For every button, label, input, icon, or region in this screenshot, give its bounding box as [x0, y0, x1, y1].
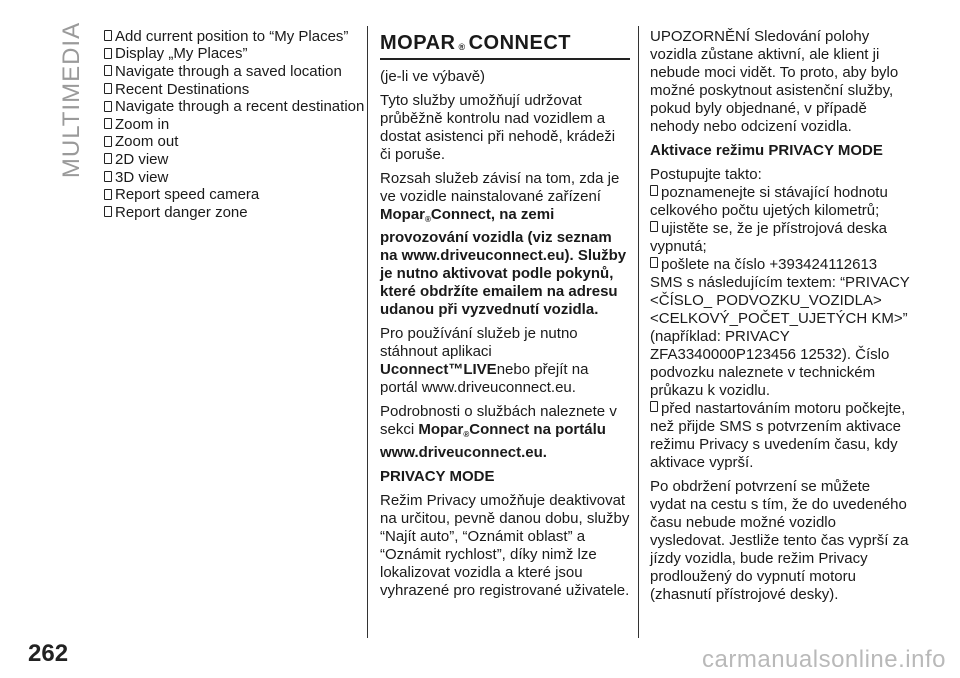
list-item: poznamenejte si stávající hodnotu celkového počtu ujetých kilometrů;	[650, 184, 888, 219]
section-heading: Aktivace režimu PRIVACY MODE	[650, 142, 883, 159]
checkbox-icon	[104, 83, 112, 94]
watermark: carmanualsonline.info	[702, 646, 946, 673]
checkbox-icon	[104, 206, 112, 217]
paragraph: (je-li ve výbavě)	[380, 68, 486, 85]
checkbox-icon	[650, 401, 658, 412]
list-item: Add current position to “My Places”	[104, 28, 354, 46]
checkbox-icon	[650, 185, 658, 196]
list-item: Zoom out	[104, 134, 354, 152]
column-divider-left	[367, 26, 368, 638]
column-menu-list	[104, 27, 365, 222]
checkbox-icon	[104, 189, 112, 200]
registered-mark: ®	[458, 42, 466, 52]
list-item: Recent Destinations	[104, 81, 354, 99]
section-title-text: MULTIMEDIA	[58, 21, 86, 179]
section-heading: PRIVACY MODE	[380, 468, 495, 485]
menu-list	[104, 27, 365, 222]
paragraph: Tyto služby umožňují udržovat průběžně kontrolu nad vozidlem a dostat asistenci při nehodě, krádeži či poruše.	[380, 92, 616, 163]
list-item: Navigate through a saved location	[104, 63, 354, 81]
column-privacy-activation	[650, 28, 910, 610]
list-item: 2D view	[104, 151, 354, 169]
list-item: 3D view	[104, 169, 354, 187]
column-mopar-connect	[380, 28, 630, 606]
list-item: Zoom in	[104, 116, 354, 134]
brand-heading: MOPAR ® CONNECT	[380, 28, 630, 60]
paragraph: Postupujte takto:	[650, 166, 762, 183]
list-item: Report danger zone	[104, 204, 354, 222]
checkbox-icon	[104, 101, 112, 112]
paragraph: UPOZORNĚNÍ Sledování polohy vozidla zůstane aktivní, ale klient ji nebude moci vidět. To proto, aby bylo možné poskytnout asistenční služby, pokud byly objednané, v případě nehody nebo odcizení vozidla.	[650, 28, 899, 135]
checkbox-icon	[104, 65, 112, 76]
checkbox-icon	[104, 30, 112, 41]
page-number: 262	[28, 640, 69, 667]
checkbox-icon	[104, 171, 112, 182]
checkbox-icon	[104, 136, 112, 147]
checkbox-icon	[104, 153, 112, 164]
column-divider-right	[638, 26, 639, 638]
list-item: před nastartováním motoru počkejte, než přijde SMS s potvrzením aktivace režimu Privacy s uvedením času, kdy aktivace vyprší.	[650, 400, 906, 471]
checkbox-icon	[104, 48, 112, 59]
paragraph: Podrobnosti o službách naleznete v sekci Mopar$_®$Connect na portálu www.driveuconnect.eu.	[380, 403, 617, 461]
paragraph: Rozsah služeb závisí na tom, zda je ve vozidle nainstalované zařízení Mopar$_®$Connect, na zemi provozování vozidla (viz seznam na www.driveuconnect.eu). Služby je nutno aktivovat podle pokynů, které obdržíte emailem na adresu udanou při vyzvednutí vozidla.	[380, 170, 627, 318]
section-side-title	[52, 21, 92, 179]
list-item: Display „My Places”	[104, 46, 354, 64]
paragraph: Režim Privacy umožňuje deaktivovat na určitou, pevně danou dobu, služby “Najít auto”, “Oznámit oblast” a “Oznámit rychlost”, díky nimž lze lokalizovat vozidla a které jsou vyhrazené pro registrované uživatele.	[380, 492, 630, 599]
checkbox-icon	[650, 257, 658, 268]
paragraph: Po obdržení potvrzení se můžete vydat na cestu s tím, že do uvedeného času nebude možné vozidlo vysledovat. Jestliže tento čas vyprší za jízdy vozidla, bude režim Privacy prodloužený do vypnutí motoru (zhasnutí přístrojové desky).	[650, 478, 909, 603]
list-item: Report speed camera	[104, 186, 354, 204]
checkbox-icon	[650, 221, 658, 232]
checkbox-icon	[104, 118, 112, 129]
list-item: ujistěte se, že je přístrojová deska vypnutá;	[650, 220, 887, 255]
list-item: pošlete na číslo +393424112613 SMS s následujícím textem: “PRIVACY <ČÍSLO_ PODVOZKU_VOZIDLA> <CELKOVÝ_POČET_UJETÝCH KM>” (například: PRIVACY ZFA3340000P123456 12532). Číslo podvozku naleznete v technickém průkazu k vozidlu.	[650, 256, 910, 399]
paragraph: Pro používání služeb je nutno stáhnout aplikaci Uconnect™LIVEnebo přejít na portál www.driveuconnect.eu.	[380, 325, 589, 396]
list-item: Navigate through a recent destination	[104, 98, 354, 116]
